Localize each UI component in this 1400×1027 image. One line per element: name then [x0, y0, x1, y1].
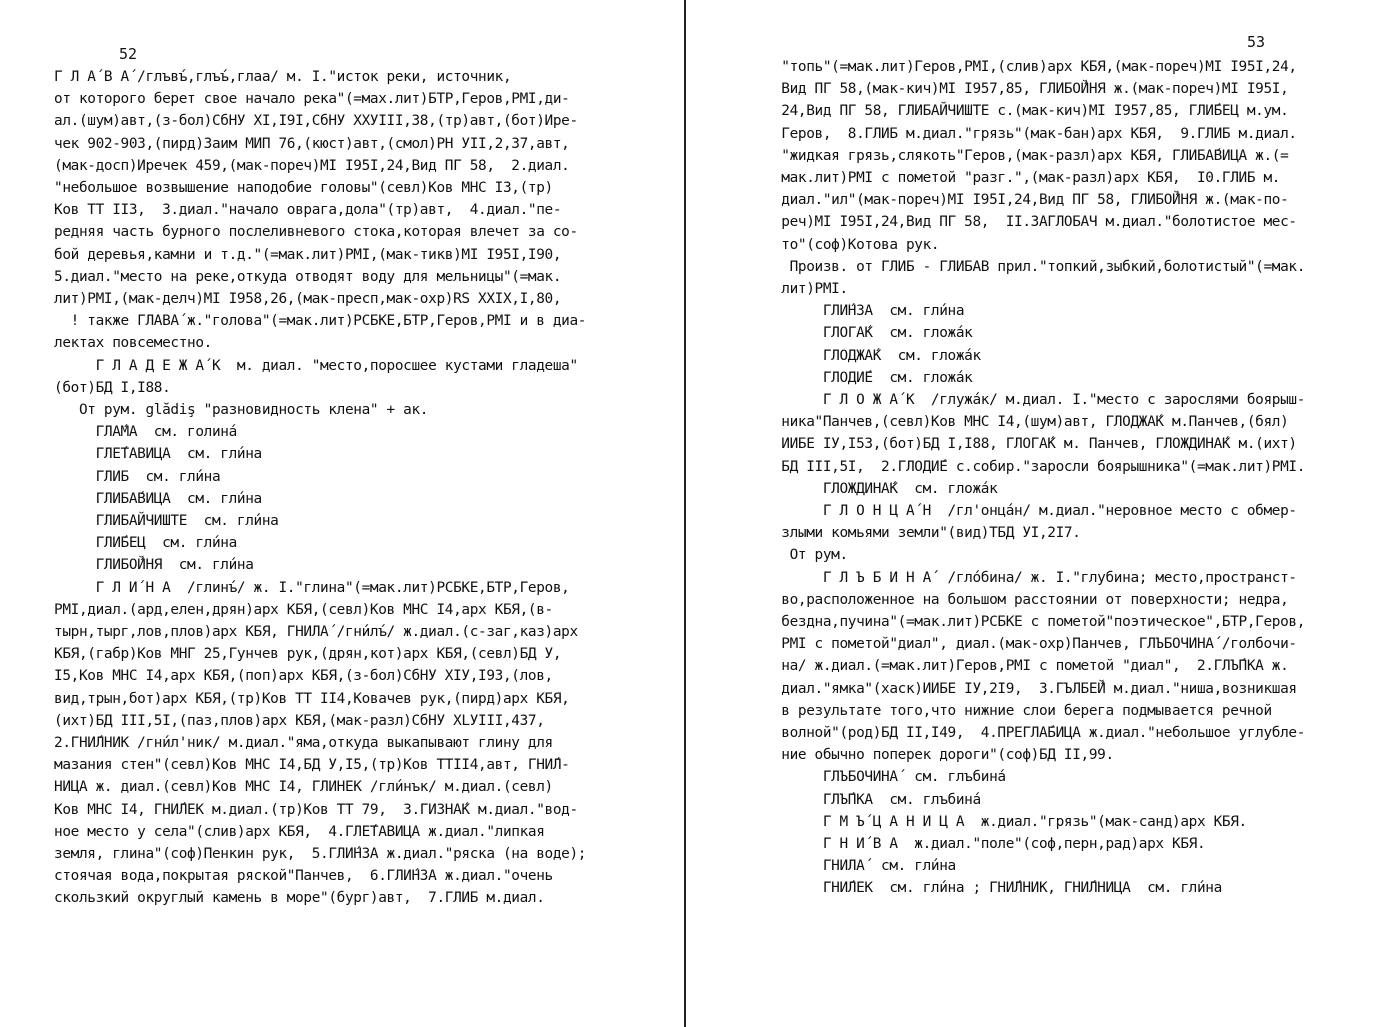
right-text-line: то"(соф)Котова рук.: [748, 236, 940, 253]
left-text-line: Ков ТТ II3, 3.диал."начало оврага,дола"(тр)авт, 4.диал."пе-: [54, 202, 562, 219]
left-text-line: тырн,тырг,лов,плов)арх КБЯ, ГНИЛА́ /гни́лъ́/ ж.диал.(с-заг,каз)арх: [54, 624, 578, 640]
page-gutter: [684, 0, 686, 1027]
left-text-line: ГЛИБО́ЙНЯ см. гли́на: [54, 557, 254, 574]
right-text-line: лит)РМI.: [748, 281, 848, 297]
right-text-line: 24,Вид ПГ 58, ГЛИБАЙЧИШТЕ с.(мак-кич)МI I957,85, ГЛИ́БЕЦ м.ум.: [748, 103, 1289, 120]
left-page: [0, 0, 684, 1027]
right-text-line: ГНИ́ЛЕК см. гли́на ; ГНИ́ЛНИК, ГНИ́ЛНИЦА см. гли́на: [748, 880, 1222, 897]
left-text-line: ГЛЕ́ТАВИЦА см. гли́на: [54, 446, 262, 463]
left-page-number: 52: [119, 45, 138, 63]
right-text-line: во,расположенное на большом расстоянии от поверхности; недра,: [748, 591, 1289, 608]
right-text-line: Произв. от ГЛИБ - ГЛИБАВ прил."топкий,зыбкий,болотистый"(=мак.: [748, 258, 1306, 275]
left-text-line: ное место у села"(слив)арх КБЯ, 4.ГЛЕ́ТАВИЦА ж.диал."липкая: [54, 823, 545, 840]
left-text-line: РМI,диал.(ард,елен,дрян)арх КБЯ,(севл)Ков МНС I4,арх КБЯ,(в-: [54, 601, 553, 618]
right-text-line: Г Н И́ В А ж.диал."поле"(соф,перн,рад)арх КБЯ.: [748, 836, 1206, 852]
right-text-line: диал."ямка"(хаск)ИИБЕ IУ,2I9, 3.ГЪЛБЕ́Й м.диал."ниша,возникшая: [748, 680, 1297, 697]
left-text-line: чек 902-903,(пирд)Заим МИП 76,(кюст)авт,(смол)РН УII,2,37,авт,: [54, 135, 570, 152]
right-text-line: на/ ж.диал.(=мак.лит)Геров,РМI с пометой "диал", 2.ГЛЪ́ПКА ж.: [748, 658, 1289, 675]
left-text-line: КБЯ,(габр)Ков МНГ 25,Гунчев рук,(дрян,кот)арх КБЯ,(севл)БД У,: [54, 646, 562, 663]
right-page: [690, 0, 1400, 1027]
right-text-line: БД III,5I, 2.ГЛОДИ́Е с.собир."заросли боярышника"(=мак.лит)РМI.: [748, 458, 1306, 475]
right-text-line: злыми комьями земли"(вид)ТБД УI,2I7.: [748, 525, 1081, 542]
right-text-line: диал."ил"(мак-пореч)МI I95I,24,Вид ПГ 58, ГЛИБО́ЙНЯ ж.(мак-по-: [748, 192, 1289, 209]
right-text-line: ГНИЛА́ см. гли́на: [748, 858, 956, 875]
right-text-line: в результате того,что нижние слои берега подмывается речной: [748, 702, 1272, 719]
left-text-line: ГЛИБА́ВИЦА см. гли́на: [54, 490, 262, 507]
right-text-line: ГЛЪ́ПКА см. глъбина́: [748, 791, 981, 808]
right-text-line: Геров, 8.ГЛИБ м.диал."грязь"(мак-бан)арх КБЯ, 9.ГЛИБ м.диал.: [748, 125, 1297, 142]
left-text-line: От рум. glădiş "разновидность клена" + ак.: [54, 402, 429, 418]
left-text-line: ГЛИБАЙЧИШТЕ см. гли́на: [54, 513, 279, 529]
right-text-line: От рум.: [748, 547, 848, 564]
left-text-line: (мак-досп)Иречек 459,(мак-пореч)МI I95I,24,Вид ПГ 58, 2.диал.: [54, 157, 570, 174]
left-text-line: ! также ГЛАВА́ ж."голова"(=мак.лит)РСБКЕ,БТР,Геров,РМI и в диа-: [54, 313, 587, 330]
left-text-line: редняя часть бурного послеливневого стока,которая влечет за со-: [54, 224, 578, 241]
left-text-line: Г Л А́ В А́ /глъвъ́,глъъ́,глаа/ м. I."исток реки, источник,: [54, 69, 512, 85]
left-text-line: стоячая вода,покрытая ряской"Панчев, 6.ГЛИ́НЗА ж.диал."очень: [54, 868, 553, 885]
left-text-line: Ков МНС I4, ГНИ́ЛЕК м.диал.(тр)Ков ТТ 79, 3.ГИЗНА́К м.диал."вод-: [54, 801, 578, 818]
right-text-line: ИИБЕ IУ,I53,(бот)БД I,I88, ГЛОГА́К м. Панчев, ГЛОЖДИНА́К м.(ихт): [748, 436, 1297, 453]
left-text-line: от которого берет свое начало река"(=мах.лит)БТР,Геров,РМI,ди-: [54, 91, 570, 108]
right-text-line: реч)МI I95I,24,Вид ПГ 58, II.ЗАГЛОБАЧ м.диал."болотистое мес-: [748, 214, 1297, 231]
left-text-line: лектах повсеместно.: [54, 335, 212, 352]
left-text-line: (бот)БД I,I88.: [54, 379, 171, 396]
right-text-line: Г Л О Ж А́ К /глужа́к/ м.диал. I."место с зарослями боярыш-: [748, 392, 1306, 408]
left-text-line: 5.диал."место на реке,откуда отводят воду для мельницы"(=мак.: [54, 268, 562, 285]
right-text-line: волной"(род)БД II,I49, 4.ПРЕГЛА́БИЦА ж.диал."небольшое углубле-: [748, 725, 1306, 741]
left-text-line: ГЛИБ см. гли́на: [54, 468, 221, 485]
left-text-line: ал.(шум)авт,(з-бол)СбНУ ХI,I9I,СбНУ ХХУIII,38,(тр)авт,(бот)Ире-: [54, 113, 578, 130]
left-text-line: 2.ГНИ́ЛНИК /гни́л'ник/ м.диал."яма,откуда выкапывают глину для: [54, 735, 553, 751]
right-text-line: ГЛОЖДИНА́К см. гложа́к: [748, 480, 998, 497]
right-text-line: Вид ПГ 58,(мак-кич)МI I957,85, ГЛИБО́ЙНЯ ж.(мак-пореч)МI I95I,: [748, 81, 1289, 98]
right-text-line: ГЛОГА́К см. гложа́к: [748, 325, 973, 342]
left-text-line: ГЛИ́БЕЦ см. гли́на: [54, 535, 237, 552]
left-text-line: мазания стен"(севл)Ков МНС I4,БД У,I5,(тр)Ков ТТII4,авт, ГНИ́Л-: [54, 757, 570, 774]
right-text-line: Г М Ъ́ Ц А Н И Ц А ж.диал."грязь"(мак-санд)арх КБЯ.: [748, 813, 1247, 830]
left-text-line: Г Л А Д Е Ж А́ К м. диал. "место,поросшее кустами гладеша": [54, 357, 578, 374]
left-text-line: лит)РМI,(мак-делч)МI I958,26,(мак-пресп,мак-охр)RS ХХIХ,I,80,: [54, 291, 562, 307]
right-text-line: Г Л Ъ Б И Н А́ /гло́бина/ ж. I."глубина; место,пространст-: [748, 569, 1297, 586]
left-text-line: (ихт)БД III,5I,(паз,плов)арх КБЯ,(мак-разл)СбНУ ХLУIII,437,: [54, 712, 545, 729]
right-text-line: мак.лит)РМI с пометой "разг.",(мак-разл)арх КБЯ, I0.ГЛИБ м.: [748, 170, 1281, 186]
right-text-line: ника"Панчев,(севл)Ков МНС I4,(шум)авт, ГЛОДЖА́К м.Панчев,(бял): [748, 414, 1289, 431]
right-text-line: бездна,пучина"(=мак.лит)РСБКЕ с пометой"поэтическое",БТР,Геров,: [748, 614, 1306, 630]
left-text-line: I5,Ков МНС I4,арх КБЯ,(поп)арх КБЯ,(з-бол)СбНУ ХIУ,I93,(лов,: [54, 668, 553, 685]
right-text-line: "жидкая грязь,слякоть"Геров,(мак-разл)арх КБЯ, ГЛИБА́ВИЦА ж.(=: [748, 147, 1289, 164]
right-text-line: ГЛОДЖА́К см. гложа́к: [748, 347, 981, 364]
left-text-line: скользкий округлый камень в море"(бург)авт, 7.ГЛИБ м.диал.: [54, 890, 545, 907]
left-text-line: вид,трын,бот)арх КБЯ,(тр)Ков ТТ II4,Ковачев рук,(пирд)арх КБЯ,: [54, 690, 570, 707]
left-text-line: бой деревья,камни и т.д."(=мак.лит)РМI,(мак-тикв)МI I95I,I90,: [54, 246, 562, 263]
left-text-line: земля, глина"(соф)Пенкин рук, 5.ГЛИ́НЗА ж.диал."ряска (на воде);: [54, 846, 587, 862]
right-text-line: ГЛОДИ́Е см. гложа́к: [748, 369, 973, 386]
left-text-line: ГЛА́МА см. голина́: [54, 424, 237, 441]
left-text-line: Г Л И́ Н А /глинъ́/ ж. I."глина"(=мак.лит)РСБКЕ,БТР,Геров,: [54, 579, 570, 596]
left-text-line: НИЦА ж. диал.(севл)Ков МНС I4, ГЛИНЕК /гли́нък/ м.диал.(севл): [54, 779, 553, 796]
right-text-line: РМI с пометой"диал", диал.(мак-охр)Панчев, ГЛЪБОЧИНА́ /голбочи-: [748, 636, 1297, 653]
right-text-line: "топь"(=мак.лит)Геров,РМI,(слив)арх КБЯ,(мак-пореч)МI I95I,24,: [748, 59, 1297, 75]
right-text-line: Г Л О Н Ц А́ Н /гл'онца́н/ м.диал."неровное место с обмер-: [748, 503, 1297, 519]
right-text-line: ГЛИ́НЗА см. гли́на: [748, 303, 965, 320]
right-text-line: ние обычно поперек дороги"(соф)БД II,99.: [748, 747, 1114, 764]
right-page-number: 53: [1247, 33, 1266, 51]
left-text-line: "небольшое возвышение наподобие головы"(севл)Ков МНС I3,(тр): [54, 180, 553, 196]
right-text-line: ГЛЪБОЧИНА́ см. глъбина́: [748, 769, 1006, 786]
